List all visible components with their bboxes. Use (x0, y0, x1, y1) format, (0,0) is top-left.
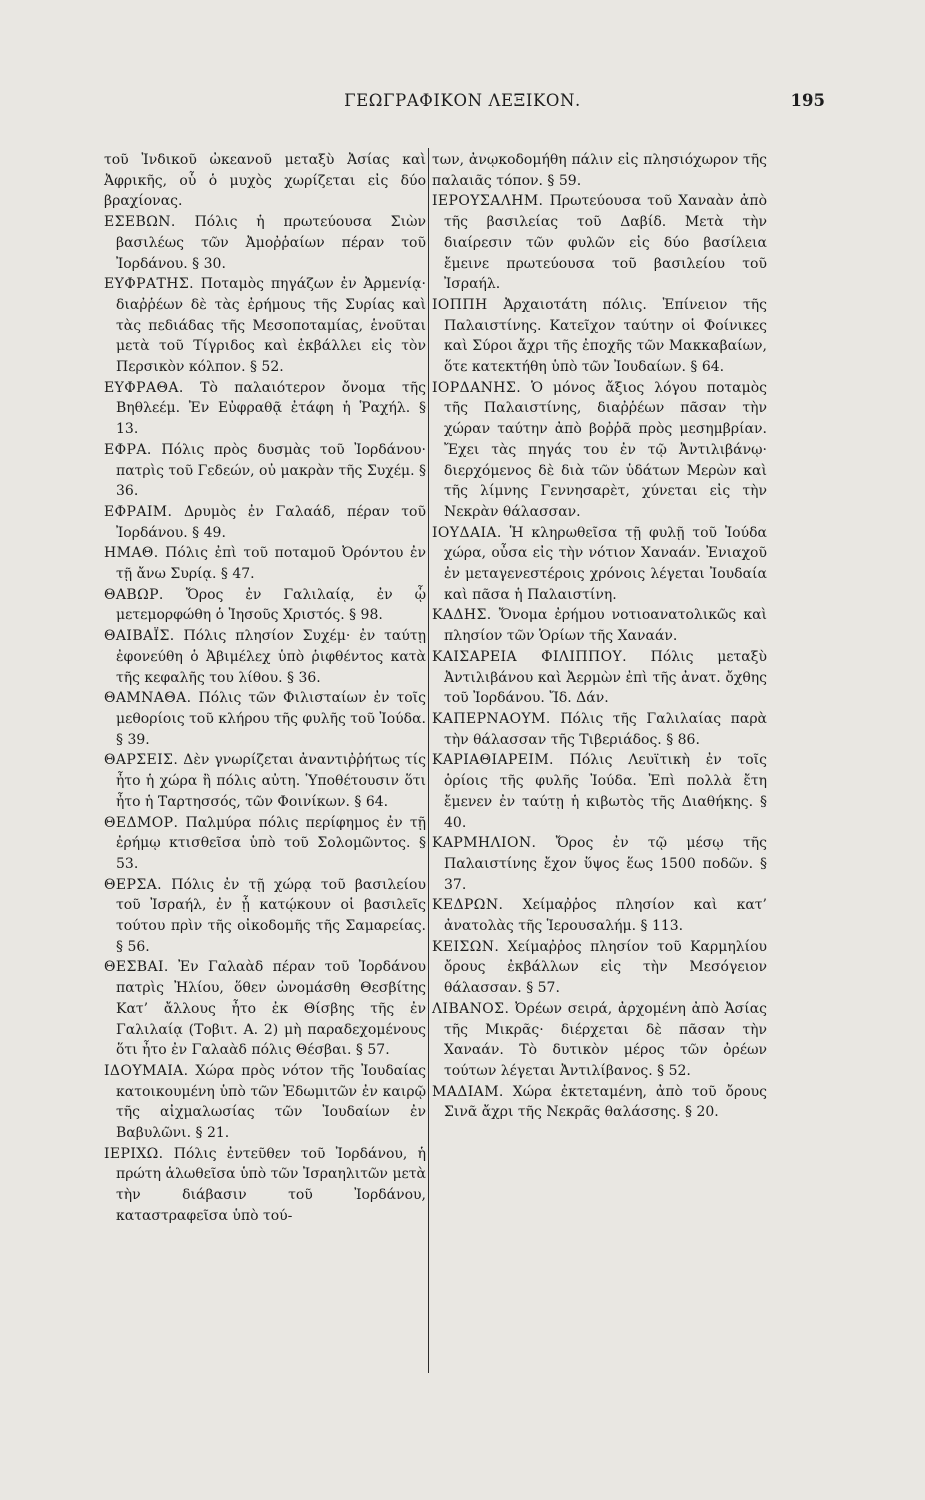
entry-headword: ΕΦΡΑ. (104, 441, 152, 458)
entry-text: Δρυμὸς ἐν Γαλαάδ, πέραν τοῦ Ἰορδάνου. § 49. (116, 503, 426, 541)
dictionary-entry (432, 523, 767, 606)
running-title: ΓΕΩΓΡΑΦΙΚΟΝ ΛΕΞΙΚΟΝ. (344, 91, 581, 110)
dictionary-entry (104, 378, 426, 440)
entry-headword: ΙΕΡΟΥΣΑΛΗΜ. (432, 193, 544, 210)
entry-headword: ΙΕΡΙΧΩ. (104, 1145, 164, 1162)
dictionary-entry (104, 440, 426, 502)
entry-text: Πόλις ἡ πρωτεύουσα Σιὼν βασιλέως τῶν Ἀμοῤῥαίων πέραν τοῦ Ἰορδάνου. § 30. (116, 214, 427, 272)
entry-headword: ΕΥΦΡΑΤΗΣ. (104, 276, 194, 293)
entry-text: Χείμαῤῥος πλησίον καὶ κατ’ ἀνατολὰς τῆς Ἱερουσαλήμ. § 113. (444, 897, 768, 935)
dictionary-entry (432, 709, 767, 750)
entry-text: Χώρα πρὸς νότον τῆς Ἰουδαίας κατοικουμένη ὑπὸ τῶν Ἐδωμιτῶν ἐν καιρῷ τῆς αἰχμαλωσίας τῶν Ἰουδαίων ἐν Βαβυλῶνι. § 21. (116, 1062, 427, 1142)
dictionary-entry (104, 626, 426, 688)
dictionary-entry (104, 274, 426, 378)
entry-headword: ΕΣΕΒΩΝ. (104, 214, 176, 231)
entry-headword: ΚΑΠΕΡΝΑΟΥΜ. (432, 710, 551, 727)
entry-text: Πόλις τῶν Φιλισταίων ἐν τοῖς μεθορίοις τοῦ κλήρου τῆς φυλῆς τοῦ Ἰούδα. § 39. (116, 690, 427, 748)
entry-text: τοῦ Ἰνδικοῦ ὠκεανοῦ μεταξὺ Ἀσίας καὶ Ἀφρικῆς, οὗ ὁ μυχὸς χωρίζεται εἰς δύο βραχίονας. (104, 152, 426, 210)
page-number: 195 (790, 91, 825, 110)
dictionary-entry (432, 999, 767, 1082)
dictionary-entry (104, 1061, 426, 1144)
entry-headword: ΘΑΜΝΑΘΑ. (104, 690, 192, 707)
entry-headword: ΙΔΟΥΜΑΙΑ. (104, 1062, 189, 1079)
entry-continuation (432, 150, 767, 191)
entry-headword: ΚΕΔΡΩΝ. (432, 897, 504, 914)
entry-text: Ποταμὸς πηγάζων ἐν Ἀρμενίᾳ· διαῤῥέων δὲ τὰς ἐρήμους τῆς Συρίας καὶ τὰς πεδιάδας τῆς Μεσοποταμίας, ἑνοῦται μετὰ τοῦ Τίγριδος καὶ ἐκβάλλει εἰς τὸν Περσικὸν κόλπον. § 52. (116, 276, 426, 376)
entry-headword: ΚΑΙΣΑΡΕΙΑ ΦΙΛΙΠΠΟΥ. (432, 648, 627, 665)
entry-headword: ΕΥΦΡΑΘΑ. (104, 379, 184, 396)
dictionary-entry (432, 378, 767, 523)
entry-headword: ΗΜΑΘ. (104, 545, 159, 562)
dictionary-entry (432, 1082, 767, 1123)
entry-headword: ΚΕΙΣΩΝ. (432, 938, 500, 955)
entry-text: Δὲν γνωρίζεται ἀναντιῤῥήτως τίς ἦτο ἡ χώρα ἢ πόλις αὐτη. Ὑποθέτουσιν ὅτι ἦτο ἡ Ταρτησσός, τῶν Φοινίκων. § 64. (116, 752, 427, 810)
dictionary-entry (104, 688, 426, 750)
entry-text: Ὀρέων σειρά, ἀρχομένη ἀπὸ Ἀσίας τῆς Μικρᾶς· διέρχεται δὲ πᾶσαν τὴν Χαναάν. Τὸ δυτικὸν μέρος τῶν ὀρέων τούτων λέγεται Ἀντιλίβανος. § 52. (444, 1000, 767, 1079)
dictionary-entry (432, 833, 767, 895)
entry-text: Πόλις Λευϊτικὴ ἐν τοῖς ὁρίοις τῆς φυλῆς Ἰούδα. Ἐπὶ πολλὰ ἔτη ἔμενεν ἐν ταύτῃ ἡ κιβωτὸς τῆς Διαθήκης. § 40. (444, 752, 767, 831)
entry-text: Τὸ παλαιότερον ὄνομα τῆς Βηθλεέμ. Ἐν Εὐφραθᾷ ἐτάφη ἡ Ῥαχήλ. § 13. (116, 379, 426, 438)
dictionary-entry (104, 543, 426, 584)
entry-text: Χώρα ἐκτεταμένη, ἀπὸ τοῦ ὄρους Σινᾶ ἄχρι τῆς Νεκρᾶς θαλάσσης. § 20. (444, 1083, 767, 1121)
entry-text: Πρωτεύουσα τοῦ Χαναὰν ἀπὸ τῆς βασιλείας τοῦ Δαβίδ. Μετὰ τὴν διαίρεσιν τῶν φυλῶν εἰς δύο βασίλεια ἔμεινε πρωτεύουσα τοῦ βασιλείου τοῦ Ἰσραήλ. (444, 193, 767, 293)
entry-headword: ΙΟΠΠΗ (432, 296, 488, 313)
entry-text: Ὁ μόνος ἄξιος λόγου ποταμὸς τῆς Παλαιστίνης, διαῤῥέων πᾶσαν τὴν χώραν ταύτην ἀπὸ βοῤῥᾶ πρὸς μεσημβρίαν. Ἔχει τὰς πηγάς του ἐν τῷ Ἀντιλιβάνῳ· διερχόμενος δὲ διὰ τῶν ὑδάτων Μερὼν καὶ τῆς λίμνης Γεννησαρὲτ, χύνεται εἰς τὴν Νεκρὰν θάλασσαν. (444, 379, 768, 520)
dictionary-entry (432, 605, 767, 646)
entry-text: Πόλις πλησίον Συχέμ· ἐν ταύτῃ ἐφονεύθη ὁ Ἀβιμέλεχ ὑπὸ ῥιφθέντος κατὰ τῆς κεφαλῆς του λίθου. § 36. (116, 628, 427, 686)
entry-text: Χείμαῤῥος πλησίον τοῦ Καρμηλίου ὄρους ἐκβάλλων εἰς τὴν Μεσόγειον θάλασσαν. § 57. (444, 938, 768, 997)
entry-text: Πόλις ἐν τῇ χώρᾳ τοῦ βασιλείου τοῦ Ἰσραήλ, ἐν ᾗ κατῴκουν οἱ βασιλεῖς τούτου πρὶν τῆς οἰκοδομῆς τῆς Σαμαρείας. § 56. (116, 876, 426, 955)
entry-text: Πόλις πρὸς δυσμὰς τοῦ Ἰορδάνου· πατρὶς τοῦ Γεδεών, οὐ μακρὰν τῆς Συχέμ. § 36. (116, 441, 427, 500)
entry-headword: ΚΑΔΗΣ. (432, 607, 492, 624)
entry-text: Πόλις μεταξὺ Ἀντιλιβάνου καὶ Ἀερμὼν ἐπὶ τῆς ἀνατ. ὄχθης τοῦ Ἰορδάνου. Ἴδ. Δάν. (444, 648, 767, 707)
entry-text: Ὄρος ἐν τῷ μέσῳ τῆς Παλαιστίνης ἔχον ὕψος ἕως 1500 ποδῶν. § 37. (444, 835, 767, 893)
entry-text: των, ἀνῳκοδομήθη πάλιν εἰς πλησιόχωρον τῆς παλαιᾶς τόπον. § 59. (432, 152, 767, 189)
dictionary-entry (432, 895, 767, 936)
dictionary-entry (104, 813, 426, 875)
dictionary-entry (104, 212, 426, 274)
dictionary-entry (104, 875, 426, 958)
entry-text: Ἐν Γαλαὰδ πέραν τοῦ Ἰορδάνου πατρὶς Ἠλίου, ὅθεν ὠνομάσθη Θεσβίτης Κατ’ ἄλλους ἦτο ἐκ Θίσβης τῆς ἐν Γαλιλαίᾳ (Τοβιτ. Α. 2) μὴ παραδεχομένους ὅτι ἦτο ἐν Γαλαὰδ πόλις Θέσβαι. § 57. (116, 959, 426, 1059)
entry-headword: ΘΕΣΒΑΙ. (104, 959, 169, 976)
dictionary-entry (432, 295, 767, 378)
dictionary-entry (104, 502, 426, 543)
entry-headword: ΚΑΡΙΑΘΙΑΡΕΙΜ. (432, 752, 554, 769)
dictionary-entry (104, 750, 426, 812)
dictionary-entry (432, 750, 767, 833)
right-column (432, 150, 767, 1123)
entry-text: Πόλις ἐπὶ τοῦ ποταμοῦ Ὀρόντου ἐν τῇ ἄνω Συρίᾳ. § 47. (116, 545, 426, 583)
entry-text: Ἡ κληρωθεῖσα τῇ φυλῇ τοῦ Ἰούδα χώρα, οὖσα εἰς τὴν νότιον Χαναάν. Ἐνιαχοῦ ἐν μεταγενεστέροις χρόνοις λέγεται Ἰουδαία καὶ πᾶσα ἡ Παλαιστίνη. (444, 524, 767, 603)
entry-headword: ΘΑΒΩΡ. (104, 586, 164, 603)
entry-text: Ὄνομα ἐρήμου νοτιοανατολικῶς καὶ πλησίον τῶν Ὁρίων τῆς Χαναάν. (444, 607, 768, 645)
dictionary-entry (104, 1144, 426, 1227)
entry-text: Ἀρχαιοτάτη πόλις. Ἐπίνειον τῆς Παλαιστίνης. Κατεῖχον ταύτην οἱ Φοίνικες καὶ Σύροι ἄχρι τῆς ἐποχῆς τῶν Μακκαβαίων, ὅτε κατεκτήθη ὑπὸ τῶν Ἰουδαίων. § 64. (444, 296, 767, 376)
entry-headword: ΙΟΡΔΑΝΗΣ. (432, 379, 522, 396)
entry-text: Πόλις τῆς Γαλιλαίας παρὰ τὴν θάλασσαν τῆς Τιβεριάδος. § 86. (444, 710, 768, 748)
dictionary-entry (432, 647, 767, 709)
entry-text: Παλμύρα πόλις περίφημος ἐν τῇ ἐρήμῳ κτισθεῖσα ὑπὸ τοῦ Σολομῶντος. § 53. (116, 814, 426, 872)
running-head (0, 91, 925, 117)
left-column (104, 150, 426, 1227)
dictionary-entry (104, 957, 426, 1061)
entry-headword: ΘΑΡΣΕΙΣ. (104, 752, 179, 769)
entry-continuation (104, 150, 426, 212)
entry-text: Πόλις ἐντεῦθεν τοῦ Ἰορδάνου, ἡ πρώτη ἁλωθεῖσα ὑπὸ τῶν Ἰσραηλιτῶν μετὰ τὴν διάβασιν τοῦ Ἰορδάνου, καταστραφεῖσα ὑπὸ τού- (116, 1145, 426, 1224)
dictionary-entry (432, 191, 767, 295)
entry-headword: ΙΟΥΔΑΙΑ. (432, 524, 502, 541)
entry-headword: ΕΦΡΑΙΜ. (104, 503, 173, 520)
entry-headword: ΜΑΔΙΑΜ. (432, 1083, 504, 1100)
entry-headword: ΘΕΡΣΑ. (104, 876, 162, 893)
entry-headword: ΘΕΔΜΟΡ. (104, 814, 179, 831)
column-divider (428, 148, 429, 1373)
entry-headword: ΚΑΡΜΗΛΙΟΝ. (432, 835, 537, 852)
dictionary-entry (104, 585, 426, 626)
entry-text: Ὄρος ἐν Γαλιλαίᾳ, ἐν ᾧ μετεμορφώθη ὁ Ἰησοῦς Χριστός. § 98. (116, 586, 426, 624)
dictionary-entry (432, 937, 767, 999)
entry-headword: ΛΙΒΑΝΟΣ. (432, 1000, 510, 1017)
entry-headword: ΘΑΙΒΑΪΣ. (104, 628, 175, 645)
